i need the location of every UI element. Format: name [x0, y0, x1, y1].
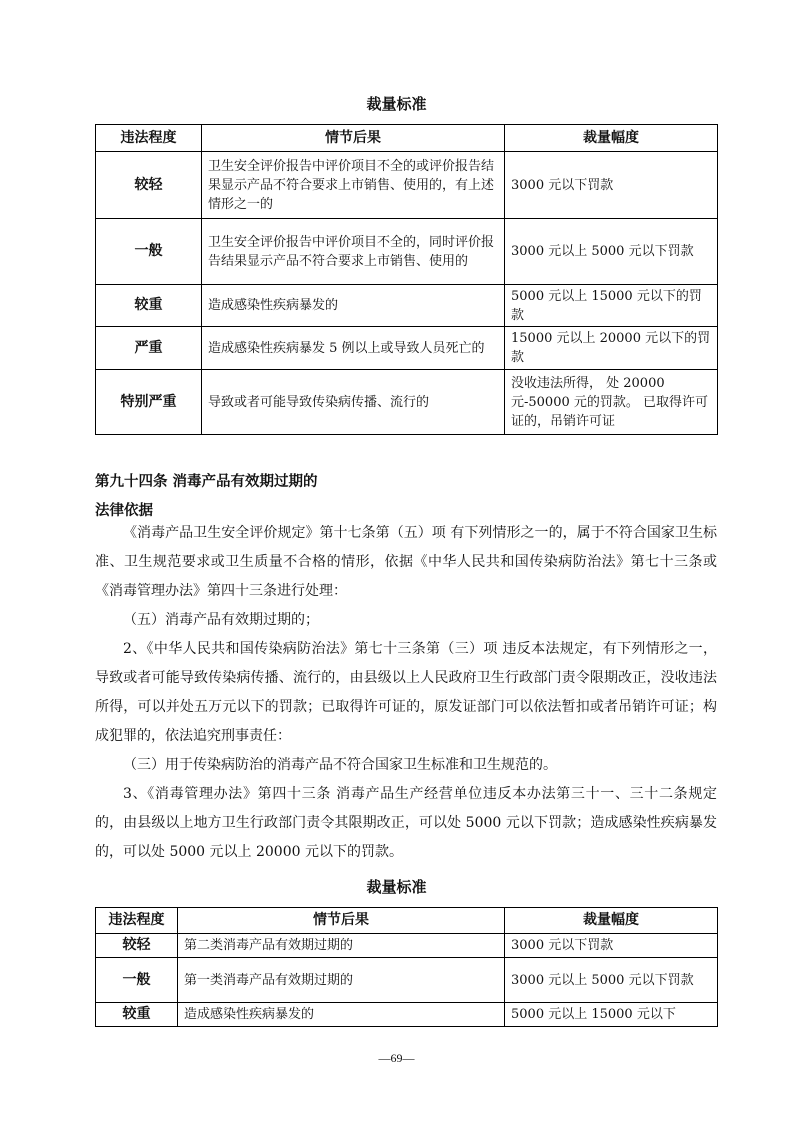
header-level: 违法程度	[96, 125, 202, 152]
table-row	[96, 285, 718, 327]
circumstance-cell: 造成感染性疾病暴发的	[178, 1003, 505, 1027]
paragraph: （五）消毒产品有效期过期的；	[123, 612, 319, 628]
table2-header-row	[96, 908, 718, 934]
circumstance-cell: 第一类消毒产品有效期过期的	[178, 958, 505, 1003]
level-cell: 较重	[96, 1003, 178, 1027]
penalty-cell: 3000 元以上 5000 元以下罚款	[505, 219, 718, 285]
level-cell: 特别严重	[96, 370, 202, 435]
level-cell: 一般	[96, 219, 202, 285]
table1	[95, 124, 718, 435]
table-row	[96, 1003, 718, 1027]
circumstance-cell: 卫生安全评价报告中评价项目不全的或评价报告结果显示产品不符合要求上市销售、使用的，有上述情形之一的	[202, 152, 505, 219]
level-cell: 较重	[96, 285, 202, 327]
circumstance-cell: 第二类消毒产品有效期过期的	[178, 934, 505, 958]
table1-title: 裁量标准	[366, 95, 427, 113]
penalty-cell: 3000 元以下罚款	[505, 934, 718, 958]
table-row	[96, 370, 718, 435]
level-cell: 较轻	[96, 934, 178, 958]
penalty-cell: 3000 元以下罚款	[505, 152, 718, 219]
circumstance-cell: 导致或者可能导致传染病传播、流行的	[202, 370, 505, 435]
paragraph: 《消毒产品卫生安全评价规定》第十七条第（五）项 有下列情形之一的，属于不符合国家卫生标准、卫生规范要求或卫生质量不合格的情形，依据《中华人民共和国传染病防治法》第七十三条或《消毒管理办法》第四十三条进行处理：	[95, 525, 717, 599]
page-number: —69—	[378, 1051, 415, 1065]
penalty-cell: 没收违法所得， 处 20000 元-50000 元的罚款。 已取得许可证的，吊销许可证	[505, 370, 718, 435]
table-row	[96, 152, 718, 219]
level-cell: 较轻	[96, 152, 202, 219]
table-row	[96, 327, 718, 370]
article-body	[95, 519, 717, 867]
article-heading: 第九十四条 消毒产品有效期过期的	[95, 474, 318, 490]
paragraph: 2、《中华人民共和国传染病防治法》第七十三条第（三）项 违反本法规定，有下列情形之一，导致或者可能导致传染病传播、流行的，由县级以上人民政府卫生行政部门责令限期改正，没收违法所得，可以并处五万元以下的罚款；已取得许可证的，原发证部门可以依法暂扣或者吊销许可证；构成犯罪的，依法追究刑事责任：	[95, 641, 717, 744]
circumstance-cell: 造成感染性疾病暴发的	[202, 285, 505, 327]
header-penalty: 裁量幅度	[505, 125, 718, 152]
table2-title: 裁量标准	[366, 878, 427, 896]
penalty-cell: 5000 元以上 15000 元以下	[505, 1003, 718, 1027]
circumstance-cell: 造成感染性疾病暴发 5 例以上或导致人员死亡的	[202, 327, 505, 370]
penalty-cell: 3000 元以上 5000 元以下罚款	[505, 958, 718, 1003]
paragraph: （三）用于传染病防治的消毒产品不符合国家卫生标准和卫生规范的。	[123, 757, 557, 773]
legal-basis-heading: 法律依据	[95, 503, 153, 519]
header-penalty: 裁量幅度	[505, 908, 718, 934]
header-circumstance: 情节后果	[178, 908, 505, 934]
table-row	[96, 219, 718, 285]
header-circumstance: 情节后果	[202, 125, 505, 152]
level-cell: 一般	[96, 958, 178, 1003]
table-row	[96, 958, 718, 1003]
circumstance-cell: 卫生安全评价报告中评价项目不全的，同时评价报告结果显示产品不符合要求上市销售、使用的	[202, 219, 505, 285]
table2	[95, 907, 718, 1027]
level-cell: 严重	[96, 327, 202, 370]
penalty-cell: 15000 元以上 20000 元以下的罚款	[505, 327, 718, 370]
paragraph: 3、《消毒管理办法》第四十三条 消毒产品生产经营单位违反本办法第三十一、三十二条规定的，由县级以上地方卫生行政部门责令其限期改正，可以处 5000 元以下罚款；造成感染性疾病暴发的，可以处 5000 元以上 20000 元以下的罚款。	[95, 786, 717, 860]
table1-header-row	[96, 125, 718, 152]
penalty-cell: 5000 元以上 15000 元以下的罚款	[505, 285, 718, 327]
table-row	[96, 934, 718, 958]
header-level: 违法程度	[96, 908, 178, 934]
